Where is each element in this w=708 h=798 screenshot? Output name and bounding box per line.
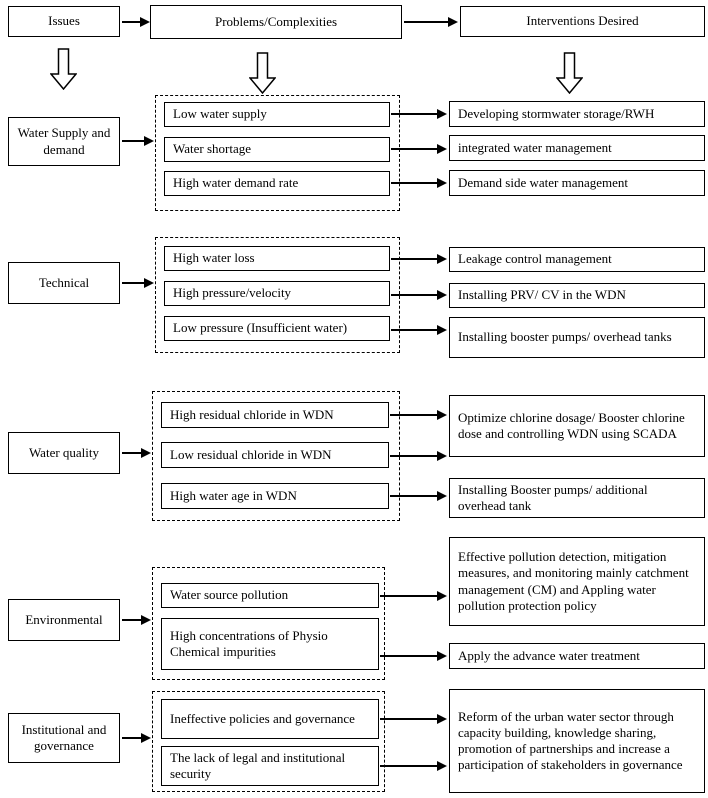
intervention-leakage-control: Leakage control management [449, 247, 705, 272]
arrow-p2-i2 [391, 148, 438, 150]
problem-physio-chemical-impurities: High concentrations of Physio Chemical impurities [161, 618, 379, 670]
header-issues: Issues [8, 6, 120, 37]
intervention-stormwater-storage: Developing stormwater storage/RWH [449, 101, 705, 127]
issue-institutional: Institutional and governance [8, 713, 120, 763]
problem-low-water-supply: Low water supply [164, 102, 390, 127]
problem-high-pressure: High pressure/velocity [164, 281, 390, 306]
arrow-p1-i1 [390, 414, 438, 416]
intervention-booster-pumps: Installing booster pumps/ overhead tanks [449, 317, 705, 358]
arrow-issue5-to-problems [122, 737, 142, 739]
arrow-problems-to-interventions [404, 21, 449, 23]
arrow-p3-i3 [391, 182, 438, 184]
intervention-advance-water-treatment: Apply the advance water treatment [449, 643, 705, 669]
intervention-demand-side-mgmt: Demand side water management [449, 170, 705, 196]
arrow-issue1-to-problems [122, 140, 145, 142]
problem-high-water-demand: High water demand rate [164, 171, 390, 196]
problem-low-residual-chloride: Low residual chloride in WDN [161, 442, 389, 468]
intervention-urban-water-reform: Reform of the urban water sector through capacity building, knowledge sharing, promotion of partnerships and increase a participation of stakeholders in governance [449, 689, 705, 793]
header-interventions: Interventions Desired [460, 6, 705, 37]
issue-water-quality: Water quality [8, 432, 120, 474]
down-block-arrow-icon [556, 52, 583, 94]
arrow-p1-i1 [380, 595, 438, 597]
problem-high-water-loss: High water loss [164, 246, 390, 271]
down-block-arrow-icon [50, 48, 77, 90]
issue-water-supply: Water Supply and demand [8, 117, 120, 166]
header-problems: Problems/Complexities [150, 5, 402, 39]
down-block-arrow-icon [249, 52, 276, 94]
arrow-p2-i1 [380, 765, 438, 767]
arrow-p1-i1 [391, 113, 438, 115]
arrow-p3-i2 [390, 495, 438, 497]
intervention-booster-overhead-tank: Installing Booster pumps/ additional overhead tank [449, 478, 705, 518]
problem-water-shortage: Water shortage [164, 137, 390, 162]
arrow-issue2-to-problems [122, 282, 145, 284]
intervention-pollution-detection: Effective pollution detection, mitigation measures, and monitoring mainly catchment management (CM) and Appling water pollution protection policy [449, 537, 705, 626]
arrow-issues-to-problems [122, 21, 141, 23]
arrow-p3-i3 [391, 329, 438, 331]
arrow-p1-i1 [391, 258, 438, 260]
intervention-integrated-water-mgmt: integrated water management [449, 135, 705, 161]
arrow-p1-i1 [380, 718, 438, 720]
arrow-p2-i2 [380, 655, 438, 657]
arrow-issue4-to-problems [122, 619, 142, 621]
problem-low-pressure: Low pressure (Insufficient water) [164, 316, 390, 341]
arrow-issue3-to-problems [122, 452, 142, 454]
intervention-optimize-chlorine: Optimize chlorine dosage/ Booster chlorine dose and controlling WDN using SCADA [449, 395, 705, 457]
problem-high-residual-chloride: High residual chloride in WDN [161, 402, 389, 428]
arrow-p2-i1 [390, 455, 438, 457]
arrow-p2-i2 [391, 294, 438, 296]
issue-environmental: Environmental [8, 599, 120, 641]
problem-lack-legal-security: The lack of legal and institutional security [161, 746, 379, 786]
problem-water-source-pollution: Water source pollution [161, 583, 379, 608]
problem-ineffective-policies: Ineffective policies and governance [161, 699, 379, 739]
problem-high-water-age: High water age in WDN [161, 483, 389, 509]
intervention-prv-cv: Installing PRV/ CV in the WDN [449, 283, 705, 308]
issue-technical: Technical [8, 262, 120, 304]
